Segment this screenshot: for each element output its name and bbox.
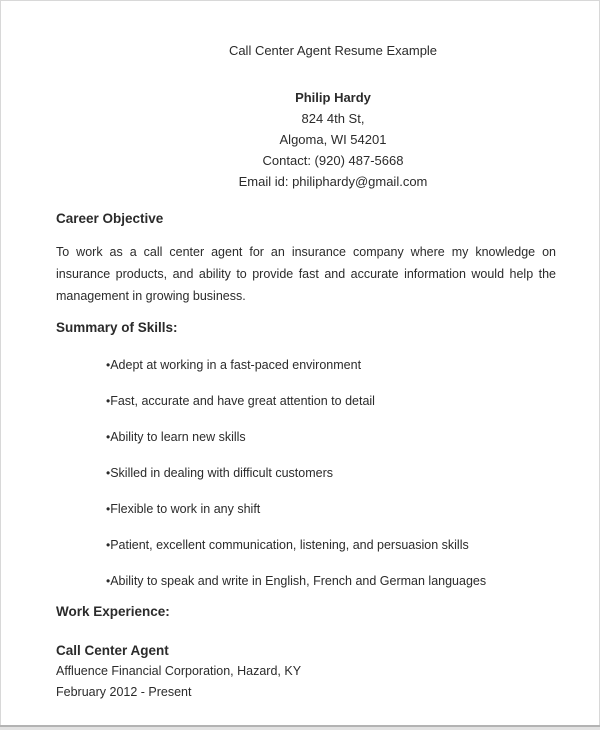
job-title: Call Center Agent [56, 643, 169, 658]
work-experience-heading: Work Experience: [56, 604, 170, 619]
skill-item: • Ability to learn new skills [106, 427, 554, 448]
skills-list [56, 355, 554, 592]
document-title: Call Center Agent Resume Example [228, 43, 438, 58]
career-objective-heading: Career Objective [56, 211, 164, 226]
career-objective-text: To work as a call center agent for an insurance company where my knowledge on insurance products, and ability to provide fast and accurate information would help the management in growing business. [56, 245, 556, 303]
skill-item: • Adept at working in a fast-paced environment [106, 355, 554, 376]
job-company: Affluence Financial Corporation, Hazard, KY [56, 664, 302, 678]
skill-item: • Skilled in dealing with difficult customers [106, 463, 554, 484]
skill-item: • Fast, accurate and have great attention to detail [106, 391, 554, 412]
skill-item: • Flexible to work in any shift [106, 499, 554, 520]
job-entry [56, 640, 554, 703]
skill-item: • Ability to speak and write in English, French and German languages [106, 571, 554, 592]
contact-phone: Contact: (920) 487-5668 [262, 153, 404, 168]
contact-header [112, 87, 554, 192]
contact-email: Email id: philiphardy@gmail.com [238, 174, 428, 189]
job-period: February 2012 - Present [56, 685, 192, 699]
skills-heading: Summary of Skills: [56, 320, 178, 335]
address-line-2: Algoma, WI 54201 [279, 132, 387, 147]
skill-item: • Patient, excellent communication, listening, and persuasion skills [106, 535, 554, 556]
address-line-1: 824 4th St, [301, 111, 365, 126]
candidate-name: Philip Hardy [295, 90, 371, 105]
